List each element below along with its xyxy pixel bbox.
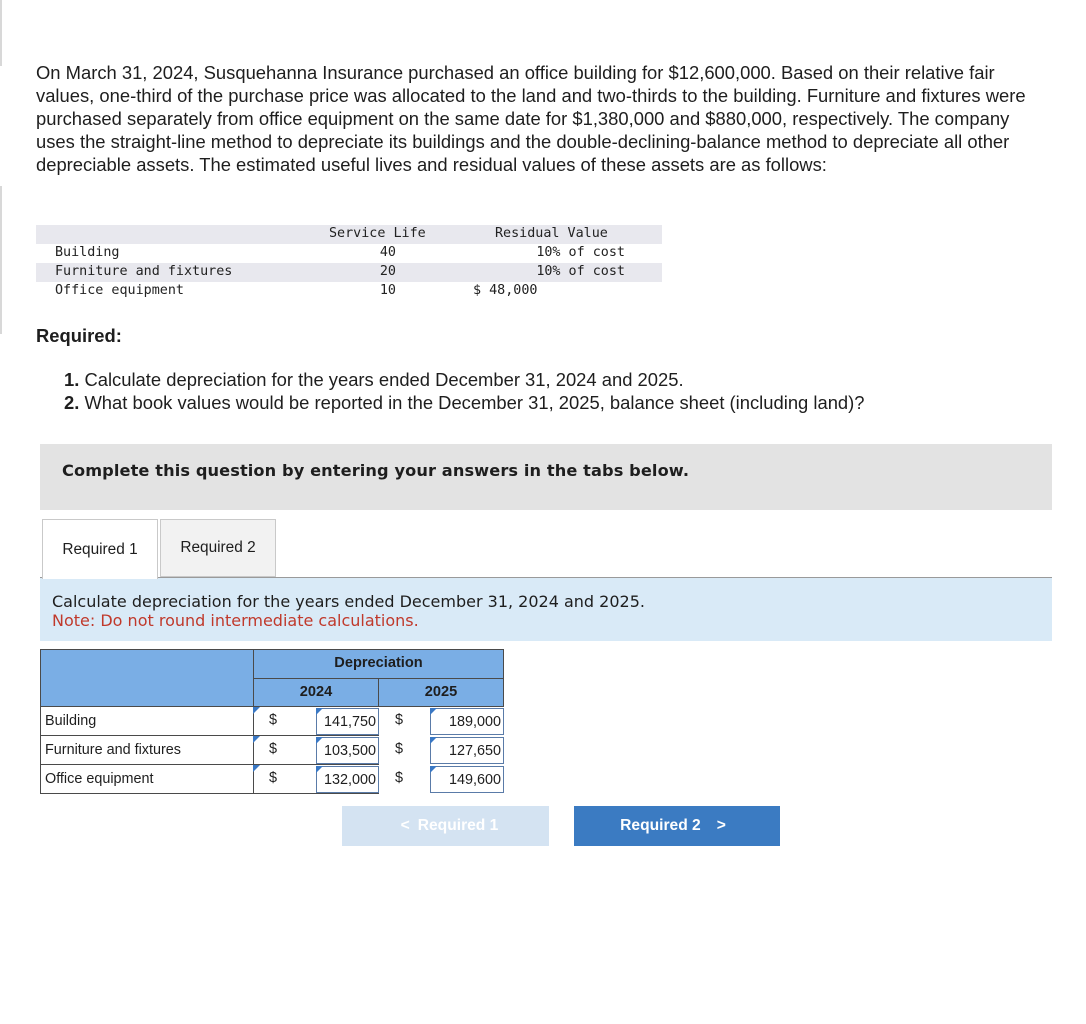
currency-sign: $ <box>395 741 404 757</box>
prev-tab-button <box>342 806 549 846</box>
residual-value-header: Residual Value <box>495 226 608 241</box>
building-2025-input[interactable]: 189,000 <box>430 708 504 735</box>
item-number: 2. <box>64 392 80 413</box>
item-number: 1. <box>64 369 80 390</box>
asset-residual: $ 48,000 <box>473 283 538 298</box>
furniture-2025-input[interactable]: 127,650 <box>430 737 504 764</box>
chevron-right-icon: > <box>716 817 726 834</box>
problem-statement: On March 31, 2024, Susquehanna Insurance purchased an office building for $12,600,000. Based on their relative fair values, one-third of the purchase price was allocated to the land and two-thirds to the building. Furniture and fixtures were purchased separately from office equipment on the same date for $1,380,000 and $880,000, respectively. The company uses the straight-line method to depreciate its buildings and the double-declining-balance method to depreciate all other depreciable assets. The estimated useful lives and residual values of these assets are as follows: <box>36 62 1026 175</box>
item-text: What book values would be reported in the December 31, 2025, balance sheet (including land)? <box>79 392 865 413</box>
asset-row-office-equipment <box>36 282 662 301</box>
asset-residual: 10% of cost <box>536 245 625 260</box>
currency-sign: $ <box>269 770 278 786</box>
asset-row-building <box>36 244 662 263</box>
depreciation-header-label: Depreciation <box>334 655 423 671</box>
item-text: Calculate depreciation for the years ended December 31, 2024 and 2025. <box>79 369 684 390</box>
office-2025-input[interactable]: 149,600 <box>430 766 504 793</box>
row-label-header <box>40 649 254 707</box>
year-2025-header <box>378 678 504 707</box>
required-item-1 <box>64 368 865 391</box>
tab-required-2[interactable]: Required 2 <box>160 519 276 577</box>
currency-sign: $ <box>269 741 278 757</box>
tab-required-1[interactable]: Required 1 <box>42 519 158 579</box>
instruction-panel <box>40 578 1052 641</box>
asset-life: 40 <box>379 245 396 260</box>
currency-sign: $ <box>395 712 404 728</box>
required-item-2 <box>64 391 865 414</box>
chevron-left-icon: < <box>400 817 410 834</box>
asset-name: Building <box>55 245 120 260</box>
year-2025-label: 2025 <box>424 684 458 700</box>
required-list <box>64 368 865 414</box>
row-label-furniture: Furniture and fixtures <box>40 736 254 765</box>
asset-residual: 10% of cost <box>536 264 625 279</box>
building-2024-input[interactable]: 141,750 <box>316 708 379 735</box>
instruction-text: Calculate depreciation for the years ended December 31, 2024 and 2025. <box>52 592 645 611</box>
complete-prompt: Complete this question by entering your answers in the tabs below. <box>62 461 690 480</box>
asset-table-header <box>36 225 662 244</box>
instruction-note: Note: Do not round intermediate calculations. <box>52 611 419 630</box>
required-heading: Required: <box>36 325 122 346</box>
asset-row-furniture <box>36 263 662 282</box>
complete-banner <box>40 444 1052 510</box>
asset-life: 10 <box>379 283 396 298</box>
year-2024-header <box>253 678 379 707</box>
asset-name: Furniture and fixtures <box>55 264 233 279</box>
prev-button-label: Required 1 <box>417 817 499 834</box>
row-label-office-equipment: Office equipment <box>40 765 254 794</box>
row-label-building: Building <box>40 707 254 736</box>
asset-name: Office equipment <box>55 283 184 298</box>
next-button-label: Required 2 <box>620 817 701 834</box>
depreciation-group-header <box>253 649 504 679</box>
office-2024-input[interactable]: 132,000 <box>316 766 379 793</box>
furniture-2024-input[interactable]: 103,500 <box>316 737 379 764</box>
currency-sign: $ <box>269 712 278 728</box>
left-edge-mark <box>0 186 2 334</box>
next-tab-button[interactable] <box>574 806 780 846</box>
left-edge-mark <box>0 0 2 66</box>
asset-life-table <box>36 225 662 301</box>
currency-sign: $ <box>395 770 404 786</box>
asset-life: 20 <box>379 264 396 279</box>
year-2024-label: 2024 <box>299 684 333 700</box>
service-life-header: Service Life <box>329 226 426 241</box>
